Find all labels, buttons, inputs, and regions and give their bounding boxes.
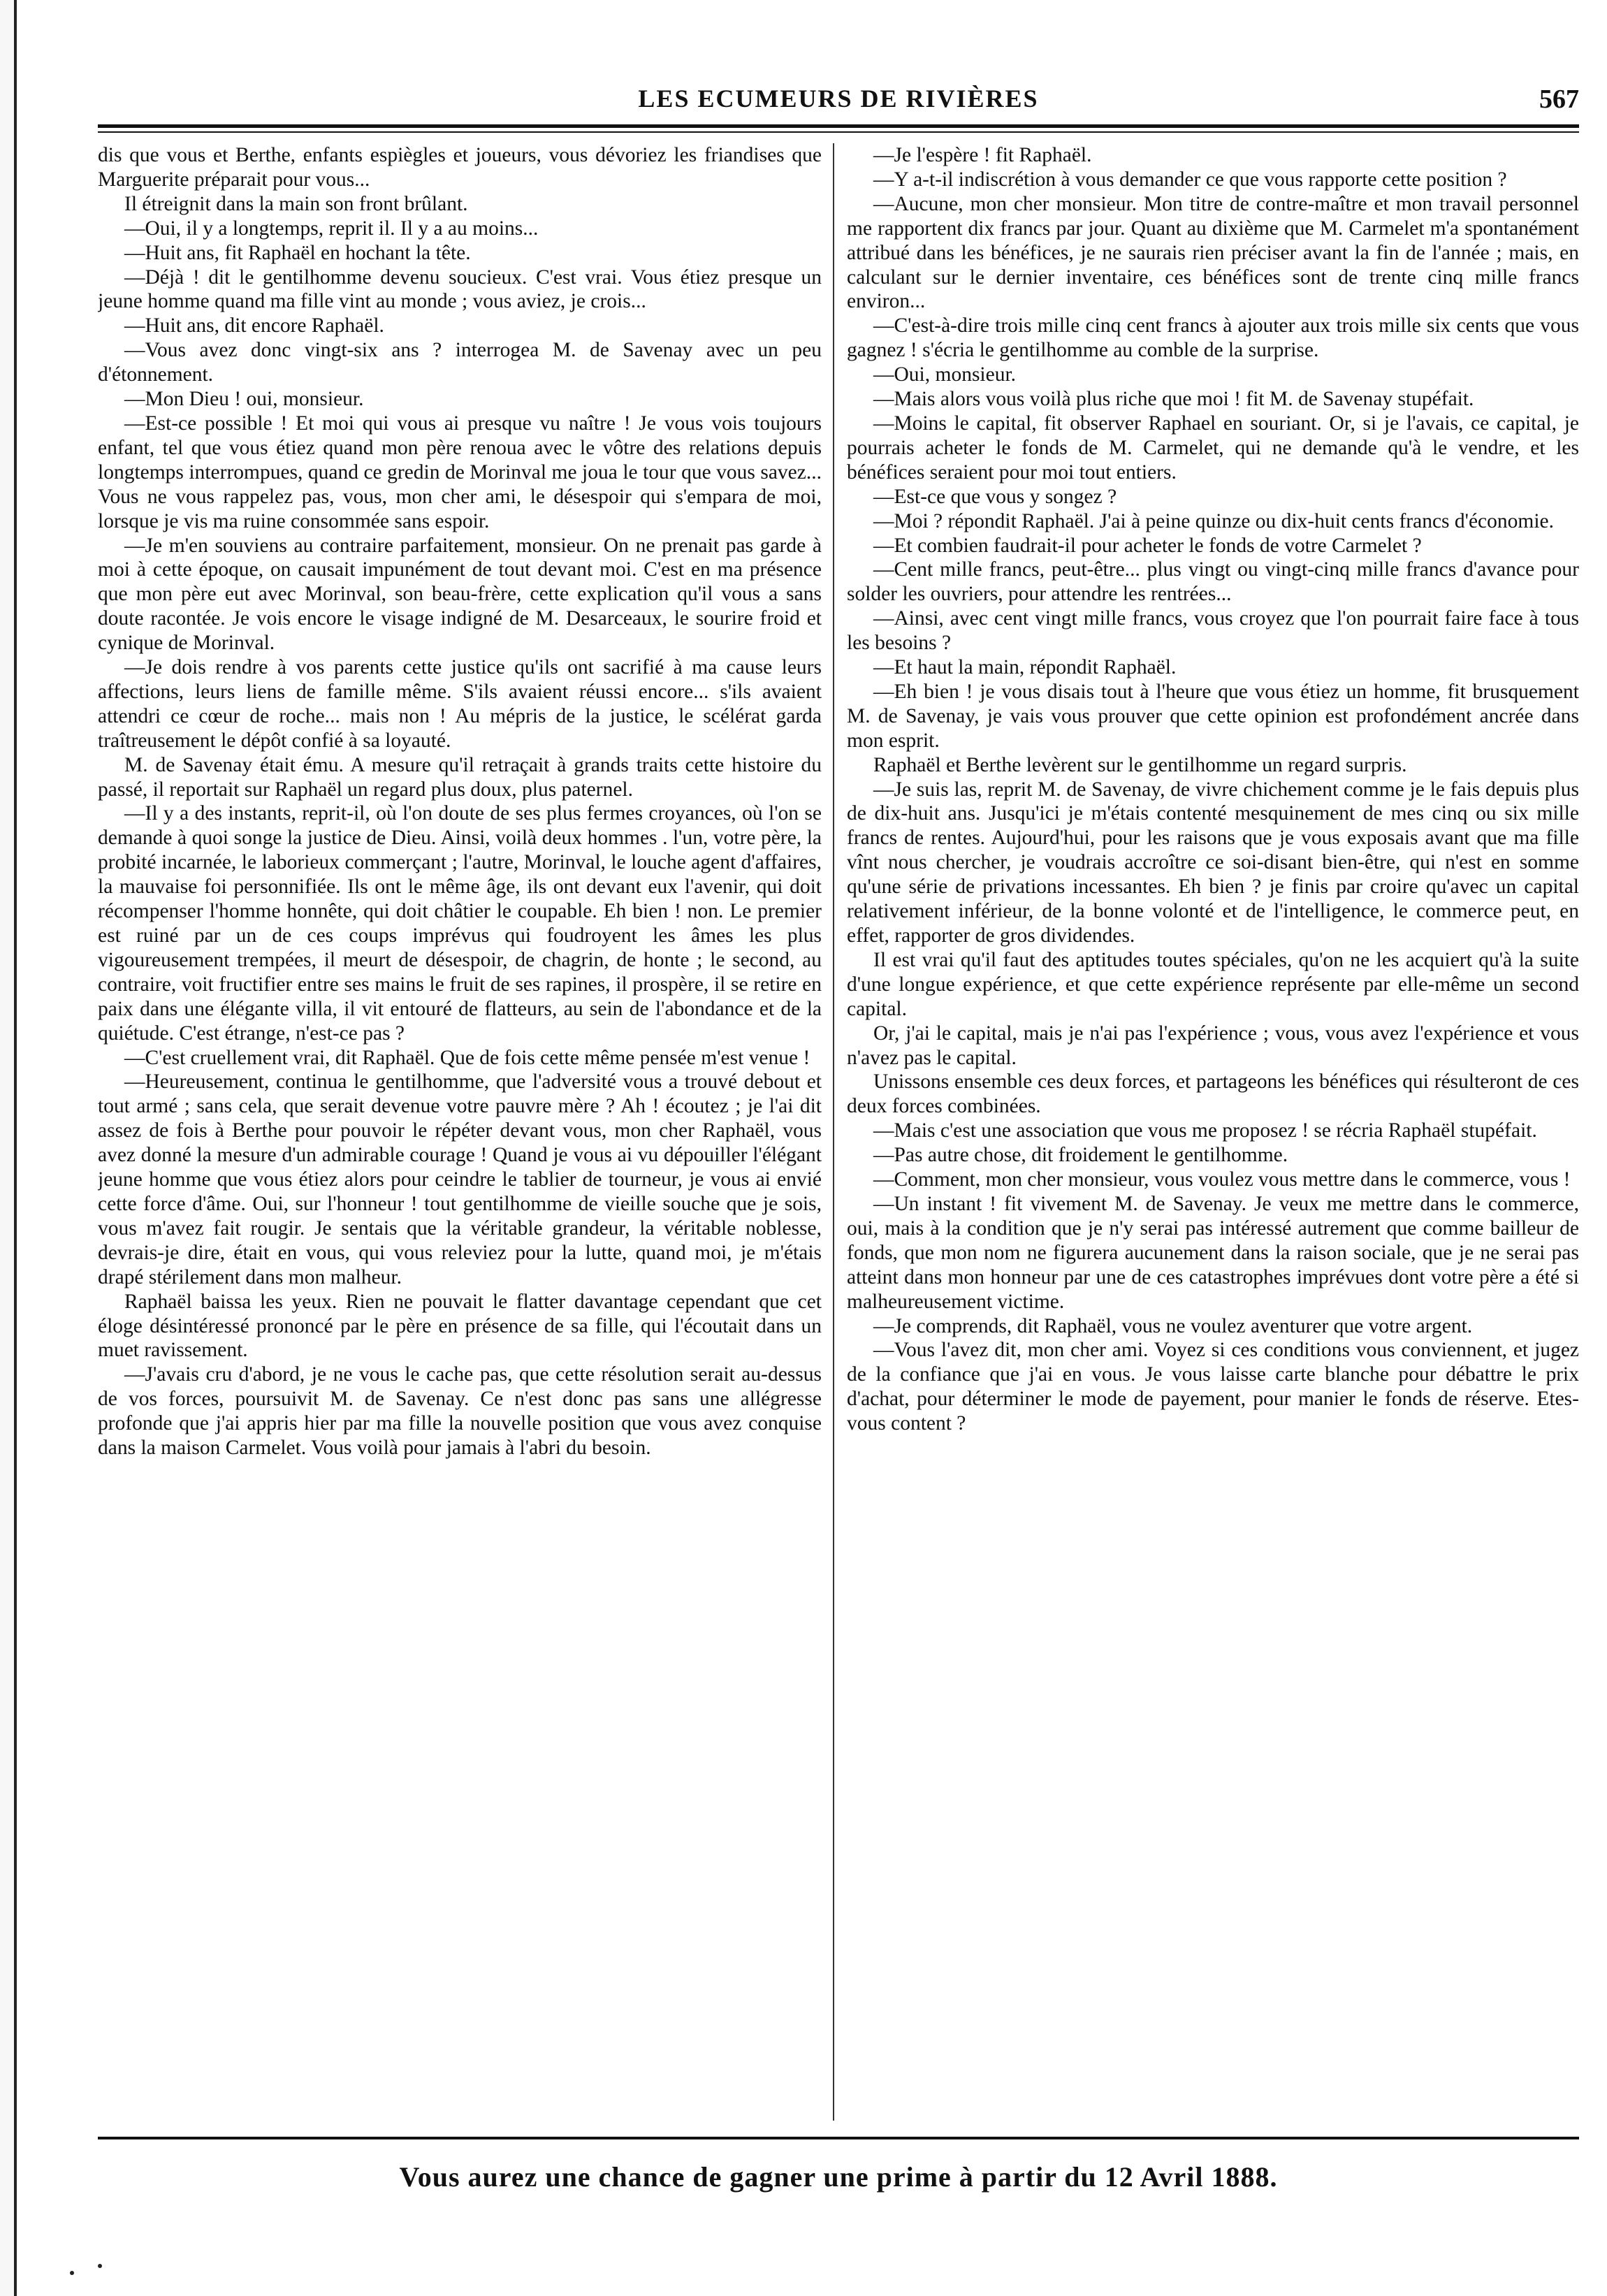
paragraph: —Heureusement, continua le gentilhomme, que l'adversité vous a trouvé debout et tout armé ; sans cela, que serait devenue votre pauvre mère ? Ah ! écoutez ; je l'ai dit assez de fois à Berthe pour pouvoir le répéter devant vous, mon cher Raphaël, vous avez donné la mesure d'un admirable courage ! Quand je vous ai vu dépouiller l'élégant jeune homme que vous étiez alors pour ceindre le tablier de tourneur, je vous ai envié cette force d'âme. Oui, sur l'honneur ! tout gentilhomme de vieille souche que je sois, vous m'avez fait rougir. Je sentais que la véritable grandeur, la véritable noblesse, devrais-je dire, était en vous, qui vous releviez pour la lutte, quand moi, je m'étais drapé stérilement dans mon malheur. bbox=[98, 1070, 822, 1288]
paragraph: —Huit ans, dit encore Raphaël. bbox=[124, 314, 384, 337]
paragraph: —Mais alors vous voilà plus riche que moi ! fit M. de Savenay stupéfait. bbox=[873, 388, 1474, 411]
paragraph: —Oui, il y a longtemps, reprit il. Il y a au moins... bbox=[124, 217, 539, 240]
paragraph: —Je m'en souviens au contraire parfaitement, monsieur. On ne prenait pas garde à moi à cette époque, on causait impunément de tout devant moi. C'est en ma présence que mon père eut avec Morinval, son beau-frère, cette explication qu'il vous a sans doute racontée. Je vois encore le visage indigné de M. Desarceaux, le sourire froid et cynique de Morinval. bbox=[98, 534, 822, 655]
paragraph: —Moins le capital, fit observer Raphael en souriant. Or, si je l'avais, ce capital, je pourrais acheter le fonds de M. Carmelet, qui ne demande qu'à le vendre, et les bénéfices seraient pour moi tout entiers. bbox=[847, 412, 1579, 484]
paragraph: —Un instant ! fit vivement M. de Savenay. Je veux me mettre dans le commerce, oui, mais à la condition que je n'y serai pas intéressé autrement que comme bailleur de fonds, que mon nom ne figurera aucunement dans la raison sociale, que je ne serai pas atteint dans mon honneur par une de ces catastrophes imprévues dont votre père a été si malheureusement victime. bbox=[847, 1192, 1579, 1313]
paragraph: —Je comprends, dit Raphaël, vous ne voulez aventurer que votre argent. bbox=[873, 1314, 1473, 1337]
paragraph: —Mais c'est une association que vous me proposez ! se récria Raphaël stupéfait. bbox=[873, 1119, 1537, 1142]
print-speck bbox=[98, 2264, 102, 2268]
paragraph: —Et combien faudrait-il pour acheter le fonds de votre Carmelet ? bbox=[873, 534, 1422, 557]
right-column bbox=[847, 143, 1579, 2156]
footer-notice: Vous aurez une chance de gagner une prime à partir du 12 Avril 1888. bbox=[399, 2161, 1278, 2193]
paragraph: dis que vous et Berthe, enfants espiègles et joueurs, vous dévoriez les friandises que Marguerite préparait pour vous... bbox=[98, 144, 822, 191]
paragraph: —Y a-t-il indiscrétion à vous demander ce que vous rapporte cette position ? bbox=[873, 168, 1507, 191]
paragraph: Unissons ensemble ces deux forces, et partageons les bénéfices qui résulteront de ces deux forces combinées. bbox=[847, 1070, 1579, 1118]
paragraph: —Pas autre chose, dit froidement le gentilhomme. bbox=[873, 1144, 1288, 1167]
page-header bbox=[98, 81, 1579, 130]
paragraph: —Aucune, mon cher monsieur. Mon titre de contre-maître et mon travail personnel me rapportent dix francs par jour. Quant au dixième que M. Carmelet m'a spontanément attribué dans les bénéfices, je ne saurais rien préciser avant la fin de l'année ; mais, en calculant sur le dernier inventaire, ces bénéfices sont de trente cinq mille francs environ... bbox=[847, 192, 1579, 313]
paragraph: —Est-ce que vous y songez ? bbox=[873, 485, 1117, 508]
paragraph: Or, j'ai le capital, mais je n'ai pas l'expérience ; vous, vous avez l'expérience et vous n'avez pas le capital. bbox=[847, 1022, 1579, 1069]
column-divider bbox=[833, 143, 834, 2121]
page-number: 567 bbox=[1539, 85, 1579, 114]
paragraph: —Il y a des instants, reprit-il, où l'on doute de ses plus fermes croyances, où l'on se demande à quoi songe la justice de Dieu. Ainsi, voilà deux hommes . l'un, votre père, la probité incarnée, le laborieux commerçant ; l'autre, Morinval, le louche agent d'affaires, la mauvaise foi personnifiée. Ils ont le même âge, ils ont devant eux l'avenir, qui doit récompenser l'homme honnête, qui doit châtier le coupable. Eh bien ! non. Le premier est ruiné par un de ces coups imprévus qui foudroyent les âmes les plus vigoureusement trempées, il meurt de désespoir, de chagrin, de honte ; le second, au contraire, voit fructifier entre ses mains le fruit de ses rapines, il prospère, il se retire en paix dans une élégante villa, il vit entouré de flatteurs, au sein de l'abondance et de la quiétude. C'est étrange, n'est-ce pas ? bbox=[98, 802, 822, 1045]
running-title: LES ECUMEURS DE RIVIÈRES bbox=[638, 85, 1039, 112]
paragraph: —Huit ans, fit Raphaël en hochant la tête. bbox=[124, 241, 471, 264]
paragraph: Raphaël baissa les yeux. Rien ne pouvait le flatter davantage cependant que cet éloge désintéressé prononcé par le père en présence de sa fille, qui l'écoutait dans un muet ravissement. bbox=[98, 1290, 822, 1362]
paragraph: —Vous l'avez dit, mon cher ami. Voyez si ces conditions vous conviennent, et jugez de la confiance que j'ai en vous. Je vous laisse carte blanche pour débattre le prix d'achat, pour déterminer le mode de payement, pour manier le fonds de réserve. Etes-vous content ? bbox=[847, 1339, 1579, 1435]
paragraph: —C'est-à-dire trois mille cinq cent francs à ajouter aux trois mille six cents que vous gagnez ! s'écria le gentilhomme au comble de la surprise. bbox=[847, 314, 1579, 362]
footer-rule bbox=[98, 2137, 1579, 2139]
paragraph: Il est vrai qu'il faut des aptitudes toutes spéciales, qu'on ne les acquiert qu'à la suite d'une longue expérience, et que cette expérience représente par elle-même un second capital. bbox=[847, 948, 1579, 1020]
paragraph: Il étreignit dans la main son front brûlant. bbox=[124, 192, 468, 215]
paragraph: —Et haut la main, répondit Raphaël. bbox=[873, 656, 1177, 679]
paragraph: Raphaël et Berthe levèrent sur le gentilhomme un regard surpris. bbox=[873, 753, 1407, 776]
paragraph: —Moi ? répondit Raphaël. J'ai à peine quinze ou dix-huit cents francs d'économie. bbox=[873, 509, 1555, 532]
paragraph: —Je l'espère ! fit Raphaël. bbox=[873, 144, 1092, 166]
paragraph: —Oui, monsieur. bbox=[873, 363, 1017, 386]
paragraph: —C'est cruellement vrai, dit Raphaël. Que de fois cette même pensée m'est venue ! bbox=[124, 1046, 810, 1069]
paragraph: —Eh bien ! je vous disais tout à l'heure que vous étiez un homme, fit brusquement M. de Savenay, je vais vous prouver que cette opinion est profondément ancrée dans mon esprit. bbox=[847, 680, 1579, 752]
print-speck bbox=[70, 2271, 74, 2275]
paragraph: —Je dois rendre à vos parents cette justice qu'ils ont sacrifié à ma cause leurs affections, leurs liens de famille même. S'ils avaient réussi encore... s'ils avaient attendri ce cœur de roche... mais non ! Au mépris de la justice, le scélérat garda traîtreusement le dépôt confié à sa loyauté. bbox=[98, 656, 822, 752]
paragraph: —Ainsi, avec cent vingt mille francs, vous croyez que l'on pourrait faire face à tous les besoins ? bbox=[847, 607, 1579, 655]
paragraph: —Déjà ! dit le gentilhomme devenu soucieux. C'est vrai. Vous étiez presque un jeune homme quand ma fille vint au monde ; vous aviez, je crois... bbox=[98, 266, 822, 313]
paragraph: —Cent mille francs, peut-être... plus vingt ou vingt-cinq mille francs d'avance pour solder les ouvriers, pour attendre les rentrées... bbox=[847, 558, 1579, 606]
paragraph: —J'avais cru d'abord, je ne vous le cache pas, que cette résolution serait au-dessus de vos forces, poursuivit M. de Savenay. Ce n'est donc pas sans une allégresse profonde que j'ai appris hier par ma fille la nouvelle position que vous avez conquise dans la maison Carmelet. Vous voilà pour jamais à l'abri du besoin. bbox=[98, 1363, 822, 1460]
header-rule-thin bbox=[98, 131, 1579, 133]
paragraph: —Je suis las, reprit M. de Savenay, de vivre chichement comme je le fais depuis plus de dix-huit ans. Jusqu'ici je m'étais contenté mesquinement de mes cinq ou six mille francs de rentes. Aujourd'hui, pour les raisons que je vous exposais avant que ma fille vînt nous chercher, je voudrais accroître ce soi-disant bien-être, qui n'est en somme qu'une série de privations incessantes. Eh bien ? je finis par croire qu'avec un capital relativement inférieur, de la bonne volonté et de l'intelligence, le commerce peut, en effet, rapporter de gros dividendes. bbox=[847, 778, 1579, 947]
paragraph: —Mon Dieu ! oui, monsieur. bbox=[124, 388, 364, 411]
header-rule bbox=[98, 124, 1579, 128]
left-column bbox=[98, 143, 822, 2156]
page-binding-edge bbox=[0, 0, 17, 2296]
paragraph: M. de Savenay était ému. A mesure qu'il retraçait à grands traits cette histoire du passé, il reportait sur Raphaël un regard plus doux, plus paternel. bbox=[98, 753, 822, 801]
paragraph: —Comment, mon cher monsieur, vous voulez vous mettre dans le commerce, vous ! bbox=[873, 1168, 1571, 1191]
paragraph: —Vous avez donc vingt-six ans ? interrogea M. de Savenay avec un peu d'étonnement. bbox=[98, 339, 822, 386]
paragraph: —Est-ce possible ! Et moi qui vous ai presque vu naître ! Je vous vois toujours enfant, tel que vous étiez quand mon père renoua avec le vôtre des relations depuis longtemps interrompues, quand ce gredin de Morinval me joua le tour que vous savez... Vous ne vous rappelez pas, vous, mon cher ami, le désespoir qui s'empara de moi, lorsque je vis ma ruine consommée sans espoir. bbox=[98, 412, 822, 532]
